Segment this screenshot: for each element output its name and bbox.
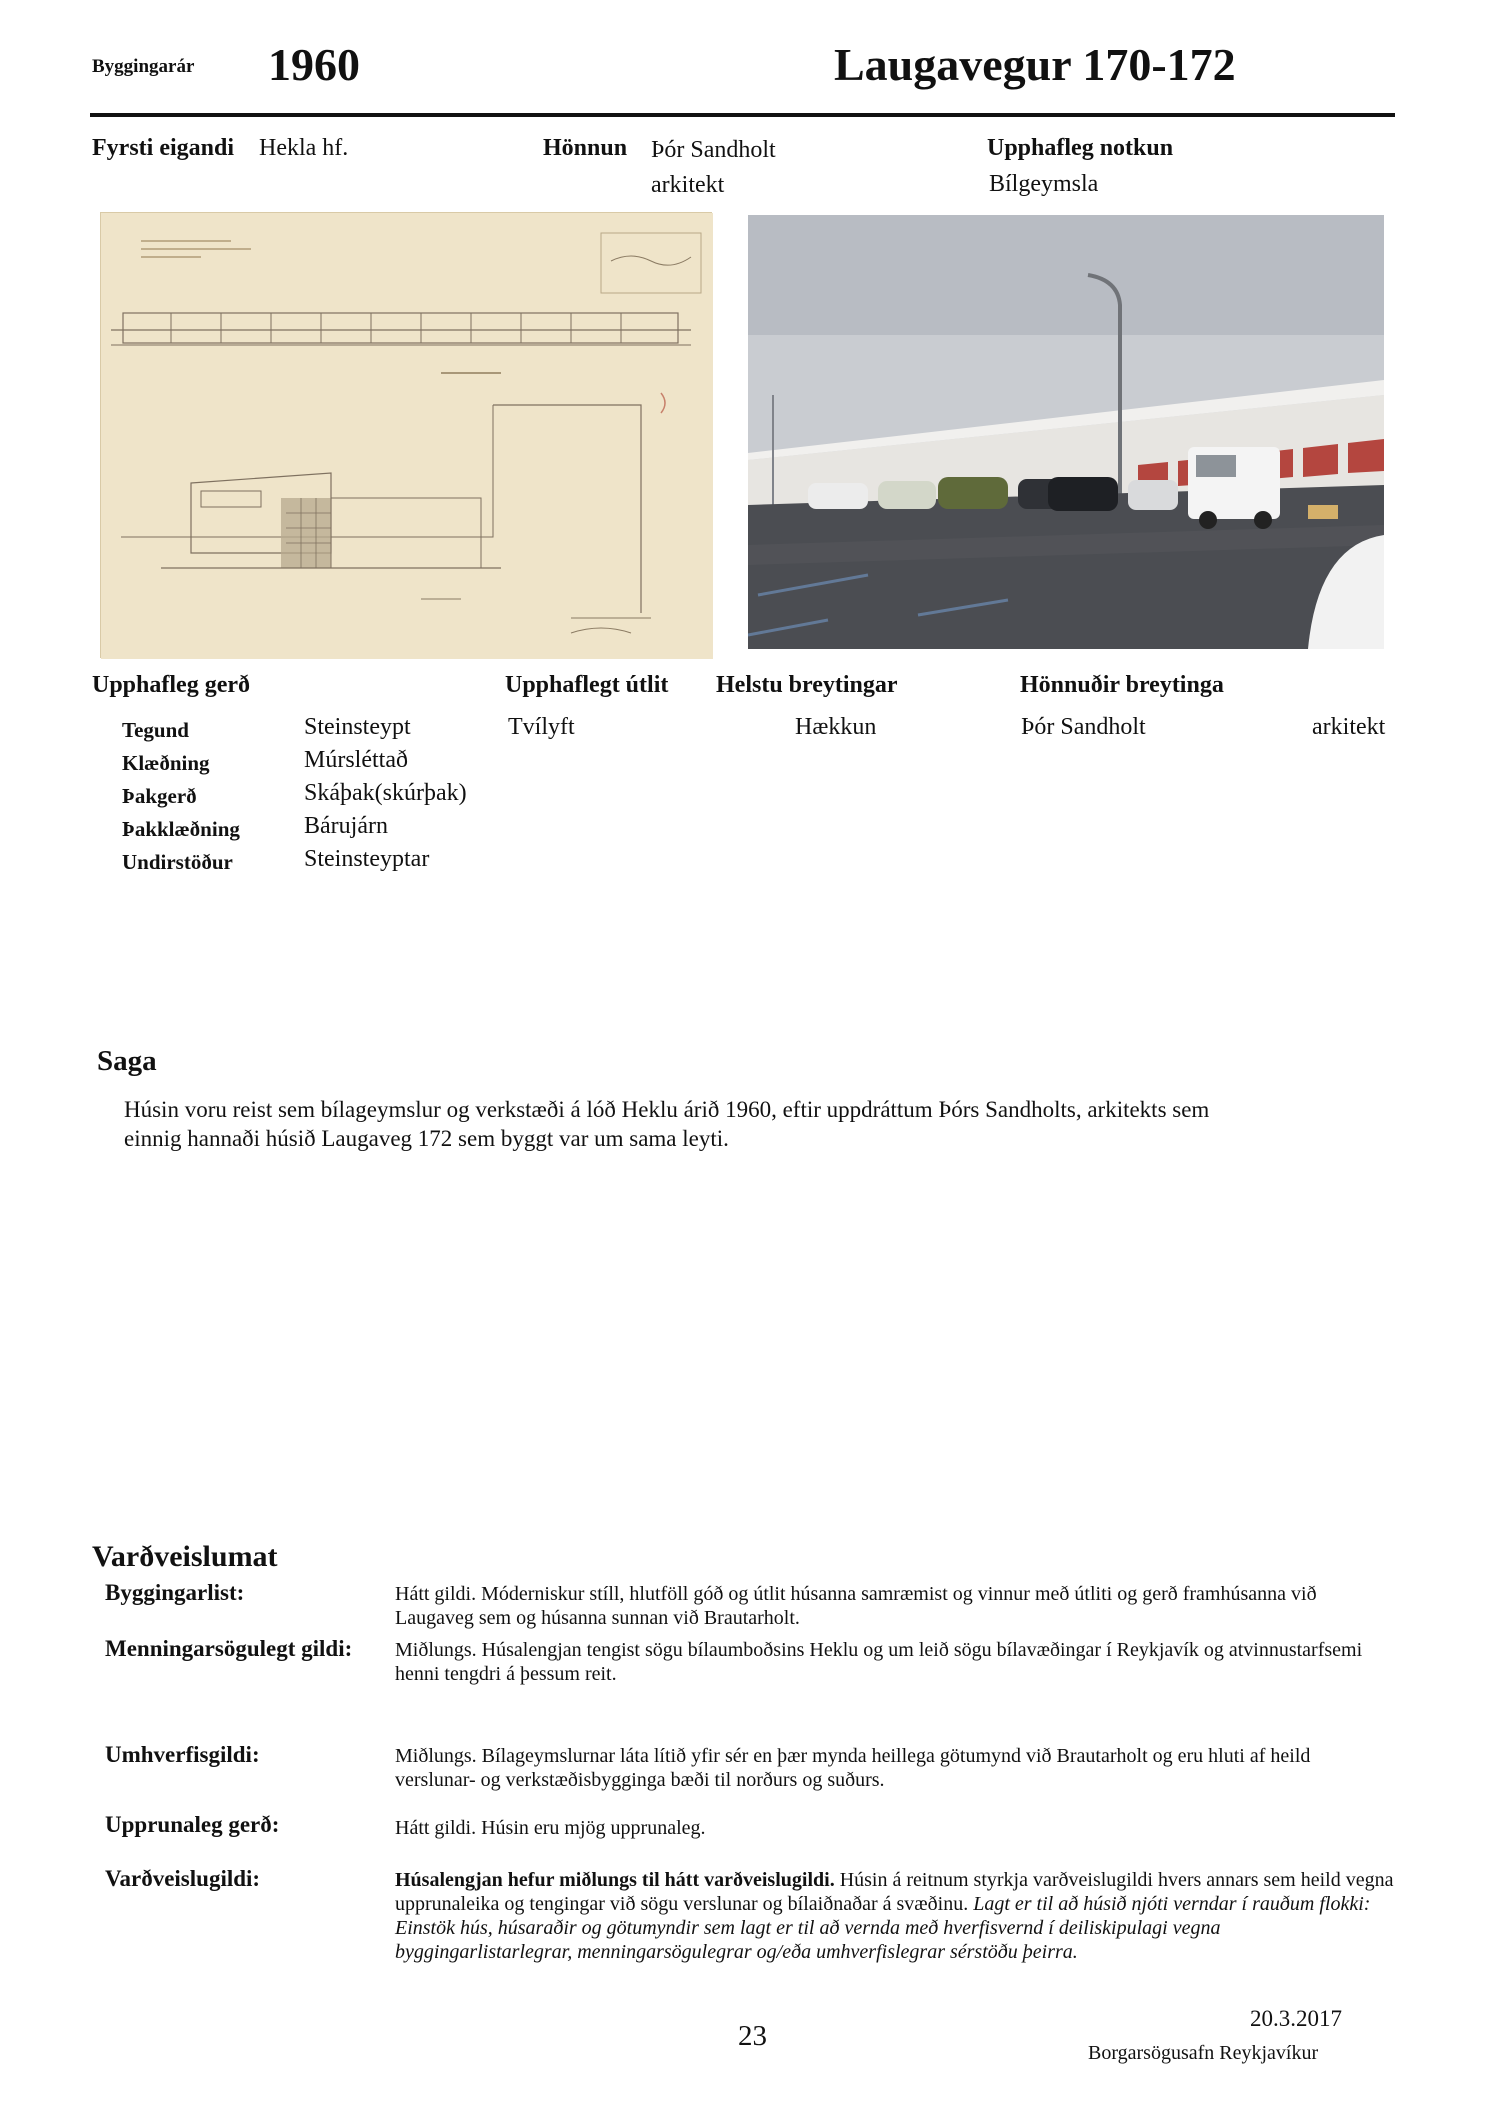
- saga-title: Saga: [97, 1045, 157, 1077]
- preservation-value-text: [395, 1868, 1395, 1964]
- original-look-value: Tvílyft: [508, 714, 575, 740]
- design-label: Hönnun: [543, 135, 628, 161]
- original-form-text: Hátt gildi. Húsin eru mjög upprunaleg.: [395, 1817, 706, 1839]
- building-photo: [748, 215, 1384, 649]
- preservation-value-bold: Húsalengjan hefur miðlungs til hátt varðveislugildi.: [395, 1869, 835, 1891]
- original-form-label: Upprunaleg gerð:: [105, 1812, 280, 1837]
- use-label: Upphafleg notkun: [987, 135, 1174, 161]
- roof-cladding-value: Bárujárn: [304, 813, 388, 839]
- saga-text: [124, 1095, 1364, 1153]
- main-changes-value: Hækkun: [795, 714, 877, 740]
- architectural-drawing: [100, 212, 712, 658]
- change-designer-title: arkitekt: [1312, 714, 1386, 740]
- section-change-designers: Hönnuðir breytinga: [1020, 672, 1224, 698]
- roof-type-value: Skáþak(skúrþak): [304, 780, 467, 806]
- section-main-changes: Helstu breytingar: [716, 672, 898, 698]
- cultural-value-label: Menningarsögulegt gildi:: [105, 1636, 353, 1661]
- roof-type-label: Þakgerð: [122, 784, 197, 808]
- type-value: Steinsteypt: [304, 714, 411, 740]
- page-number: 23: [738, 2020, 767, 2052]
- footer-date: 20.3.2017: [1250, 2006, 1342, 2031]
- roof-cladding-label: Þakklæðning: [122, 817, 240, 841]
- saga-line-1: Húsin voru reist sem bílageymslur og verkstæði á lóð Heklu árið 1960, eftir uppdráttum Þórs Sandholts, arkitekts sem: [124, 1097, 1210, 1122]
- architecture-label: Byggingarlist:: [105, 1580, 245, 1605]
- preservation-value-italic: Lagt er til að húsið njóti verndar í rauðum flokki: Einstök hús, húsaraðir og götumyndir sem lagt er til að vernda með hverfisvernd í deiliskipulagi vegna byggingarlistarlegrar, menningarsögulegrar og/eða umhverfislegrar sérstöðu þeirra.: [395, 1893, 1371, 1963]
- section-original-look: Upphaflegt útlit: [505, 672, 669, 698]
- preservation-title: Varðveislumat: [92, 1540, 278, 1573]
- foundation-label: Undirstöður: [122, 850, 233, 874]
- design-value-name: Þór Sandholt: [651, 137, 776, 163]
- preservation-value-normal: Húsin á reitnum styrkja varðveislugildi hvers annars sem heild vegna upprunaleika og tengingar við sögu verslunar og bílaiðnaðar á svæðinu.: [395, 1869, 1394, 1915]
- owner-value: Hekla hf.: [259, 135, 349, 161]
- year-label: Byggingarár: [92, 56, 195, 77]
- header-rule: [90, 113, 1395, 117]
- environmental-value-label: Umhverfisgildi:: [105, 1742, 260, 1767]
- change-designer-name: Þór Sandholt: [1021, 714, 1146, 740]
- foundation-value: Steinsteyptar: [304, 846, 430, 872]
- section-original-type: Upphafleg gerð: [92, 672, 250, 698]
- page-title: Laugavegur 170-172: [834, 39, 1236, 90]
- cladding-value: Múrsléttað: [304, 747, 408, 773]
- cultural-value-text: Miðlungs. Húsalengjan tengist sögu bílaumboðsins Heklu og um leið sögu bílavæðingar í Reykjavík og atvinnustarfsemi henni tengdri á þessum reit.: [395, 1639, 1363, 1685]
- environmental-value-text: Miðlungs. Bílageymslurnar láta lítið yfir sér en þær mynda heillega götumynd við Brautarholt og eru hluti af heild verslunar- og verkstæðisbygginga bæði til norðurs og suðurs.: [395, 1745, 1311, 1791]
- build-year: 1960: [268, 39, 360, 90]
- type-label: Tegund: [122, 718, 189, 742]
- owner-label: Fyrsti eigandi: [92, 135, 234, 161]
- architecture-text: Hátt gildi. Móderniskur stíll, hlutföll góð og útlit húsanna samræmist og vinnur með útliti og gerð framhúsanna við Laugaveg sem og húsanna sunnan við Brautarholt.: [395, 1583, 1317, 1629]
- design-value-title: arkitekt: [651, 172, 725, 198]
- footer-organization: Borgarsögusafn Reykjavíkur: [1088, 2042, 1319, 2064]
- cladding-label: Klæðning: [122, 751, 210, 775]
- use-value: Bílgeymsla: [989, 171, 1099, 197]
- saga-line-2: einnig hannaði húsið Laugaveg 172 sem byggt var um sama leyti.: [124, 1126, 729, 1151]
- preservation-value-label: Varðveislugildi:: [105, 1866, 261, 1891]
